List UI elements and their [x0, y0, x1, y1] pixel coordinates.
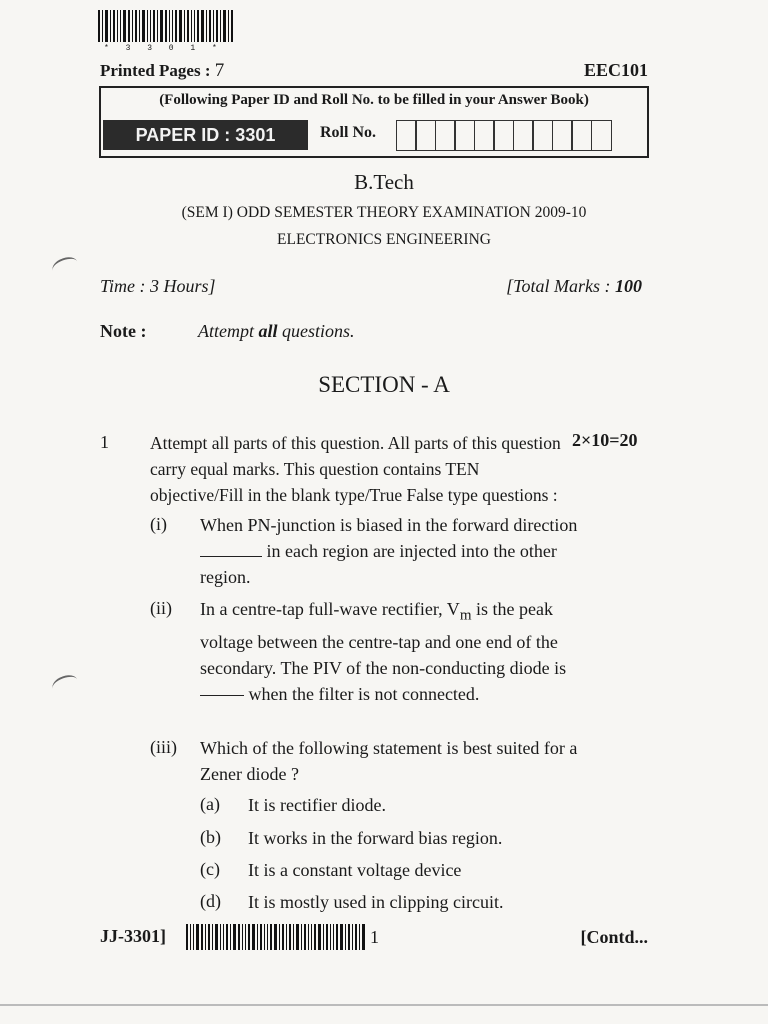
barcode-bar: [267, 924, 268, 950]
option-text: It is a constant voltage device: [248, 860, 462, 880]
barcode-bar: [139, 10, 140, 42]
part-text-pre: In a centre-tap full-wave rectifier, V: [200, 599, 460, 619]
barcode-bar: [223, 924, 224, 950]
exam-title: (SEM I) ODD SEMESTER THEORY EXAMINATION 2009-10: [181, 204, 587, 221]
roll-digit-box: [396, 120, 417, 151]
barcode-bar: [362, 924, 365, 950]
barcode-bar: [179, 10, 182, 42]
barcode-bar: [120, 10, 121, 42]
punch-hole-mark: [50, 254, 80, 278]
barcode-bar: [257, 924, 258, 950]
note-text-post: questions.: [282, 321, 355, 341]
barcode-bar: [117, 10, 118, 42]
barcode-bar: [213, 10, 214, 42]
barcode-bar: [206, 10, 207, 42]
barcode-bar: [304, 924, 306, 950]
barcode-bar: [330, 924, 331, 950]
barcode-bar: [132, 10, 133, 42]
barcode-bar: [187, 10, 189, 42]
fill-blank: [200, 555, 262, 557]
barcode-bar: [286, 924, 287, 950]
note-text-bold: all: [258, 321, 278, 341]
barcode-bar: [296, 924, 299, 950]
option-text: It is mostly used in clipping circuit.: [248, 892, 504, 912]
paper-id-box: [99, 86, 649, 158]
barcode-bar: [226, 924, 228, 950]
barcode-bar: [223, 10, 226, 42]
barcode-bar: [355, 924, 357, 950]
paper-id-label: PAPER ID : 3301: [103, 120, 308, 150]
barcode-bar: [201, 924, 203, 950]
barcode-bar: [242, 924, 243, 950]
barcode-bar: [128, 10, 130, 42]
barcode-bar: [252, 924, 255, 950]
barcode-bar: [186, 924, 188, 950]
page-number: 1: [370, 927, 379, 947]
roll-digit-box: [591, 120, 612, 151]
total-marks: [506, 276, 642, 297]
time-allowed: Time : 3 Hours]: [100, 276, 216, 296]
barcode-bar: [345, 924, 346, 950]
roll-digit-box: [474, 120, 495, 151]
barcode-bar: [264, 924, 265, 950]
part-text-pre: When PN-junction is biased in the forward direction: [200, 515, 578, 535]
page-edge: [0, 1004, 768, 1006]
barcode-bar: [147, 10, 148, 42]
barcode-bar: [238, 924, 240, 950]
printed-pages-value: 7: [214, 60, 225, 81]
barcode-bar: [333, 924, 334, 950]
roll-digit-box: [435, 120, 456, 151]
barcode-bar: [336, 924, 338, 950]
barcode-bottom: [186, 924, 367, 950]
subject-code: EEC101: [583, 60, 648, 80]
barcode-bar: [233, 924, 236, 950]
barcode-bar: [102, 10, 103, 42]
part-text-mid: is the peak voltage between the centre-tap and one end of the secondary. The PIV of the non-conducting diode is: [200, 599, 567, 678]
punch-hole-mark: [50, 672, 80, 696]
subscript: m: [459, 607, 472, 624]
barcode-bar: [220, 10, 221, 42]
part-text-post: in each region are injected into the other region.: [200, 541, 557, 587]
barcode-bar: [157, 10, 158, 42]
barcode-bar: [98, 10, 100, 42]
printed-pages-label: Printed Pages :: [100, 61, 211, 80]
printed-pages: [100, 60, 224, 82]
barcode-bar: [169, 10, 170, 42]
barcode-bar: [318, 924, 321, 950]
roll-digit-box: [552, 120, 573, 151]
barcode-bar: [191, 10, 192, 42]
option-label: (b): [200, 827, 221, 847]
footer-paper-code: JJ-3301]: [100, 926, 166, 946]
question-text: Attempt all parts of this question. All parts of this question carry equal marks. This question contains TEN objective/Fill in the blank type/True False type questions :: [150, 433, 561, 505]
subject-title: ELECTRONICS ENGINEERING: [277, 231, 491, 248]
barcode-bar: [215, 924, 218, 950]
total-marks-label: [Total Marks :: [506, 276, 611, 296]
roll-digit-box: [454, 120, 475, 151]
barcode-bar: [270, 924, 272, 950]
barcode-bar: [340, 924, 343, 950]
barcode-bar: [301, 924, 302, 950]
barcode-bar: [113, 10, 115, 42]
barcode-bar: [245, 924, 246, 950]
total-marks-value: 100: [615, 276, 642, 296]
barcode-digits: * 3 3 0 1 *: [104, 44, 223, 53]
question-marks: 2×10=20: [572, 430, 638, 450]
barcode-bar: [326, 924, 328, 950]
part-text: [200, 596, 600, 707]
part-text-post: when the filter is not connected.: [248, 683, 480, 704]
roll-no-label: Roll No.: [320, 124, 376, 141]
barcode-bar: [228, 10, 229, 42]
roll-digit-box: [532, 120, 553, 151]
barcode-bar: [165, 10, 167, 42]
part-number: (iii): [150, 737, 177, 757]
barcode-bar: [348, 924, 350, 950]
barcode-bar: [279, 924, 280, 950]
note-text-pre: Attempt: [198, 321, 254, 341]
roll-digit-box: [493, 120, 514, 151]
barcode-bar: [311, 924, 312, 950]
option-label: (a): [200, 794, 220, 814]
barcode-bar: [110, 10, 111, 42]
section-heading: SECTION - A: [318, 372, 450, 397]
barcode-bar: [282, 924, 284, 950]
course-title: B.Tech: [354, 170, 414, 194]
barcode-bar: [205, 924, 206, 950]
barcode-bar: [142, 10, 145, 42]
barcode-bar: [197, 10, 199, 42]
barcode-bar: [175, 10, 177, 42]
barcode-bar: [260, 924, 262, 950]
barcode-top: [98, 10, 235, 53]
barcode-bar: [160, 10, 163, 42]
barcode-bar: [323, 924, 324, 950]
barcode-bar: [308, 924, 309, 950]
note-label: Note :: [100, 321, 147, 341]
barcode-bar: [230, 924, 231, 950]
barcode-bar: [209, 10, 211, 42]
fill-blank: [200, 695, 244, 696]
barcode-bar: [231, 10, 233, 42]
id-instruction: (Following Paper ID and Roll No. to be filled in your Answer Book): [159, 92, 589, 108]
roll-digit-box: [571, 120, 592, 151]
barcode-bar: [201, 10, 204, 42]
barcode-bar: [135, 10, 137, 42]
option-label: (c): [200, 859, 220, 879]
barcode-bar: [314, 924, 316, 950]
barcode-bar: [193, 924, 194, 950]
barcode-bar: [289, 924, 291, 950]
continued-label: [Contd...: [580, 927, 648, 947]
roll-digit-box: [415, 120, 436, 151]
roll-digit-box: [513, 120, 534, 151]
part-text: [200, 512, 600, 590]
barcode-bar: [105, 10, 108, 42]
barcode-bar: [184, 10, 185, 42]
barcode-bar: [150, 10, 151, 42]
barcode-bar: [123, 10, 126, 42]
part-number: (i): [150, 514, 167, 534]
barcode-bar: [352, 924, 353, 950]
barcode-bar: [359, 924, 360, 950]
barcode-bar: [248, 924, 250, 950]
barcode-bar: [196, 924, 199, 950]
barcode-bar: [190, 924, 191, 950]
barcode-bar: [293, 924, 294, 950]
barcode-bar: [153, 10, 155, 42]
barcode-bar: [220, 924, 221, 950]
barcode-bar: [194, 10, 195, 42]
note-text: [198, 321, 355, 342]
option-text: It is rectifier diode.: [248, 795, 386, 815]
part-text: Which of the following statement is best suited for a Zener diode ?: [200, 738, 578, 784]
barcode-bar: [172, 10, 173, 42]
barcode-bar: [212, 924, 213, 950]
option-label: (d): [200, 891, 221, 911]
question-number: 1: [100, 432, 109, 452]
roll-no-boxes: [397, 120, 612, 151]
option-text: It works in the forward bias region.: [248, 828, 503, 848]
part-number: (ii): [150, 598, 172, 618]
barcode-bar: [274, 924, 277, 950]
barcode-bar: [208, 924, 210, 950]
barcode-bar: [216, 10, 218, 42]
